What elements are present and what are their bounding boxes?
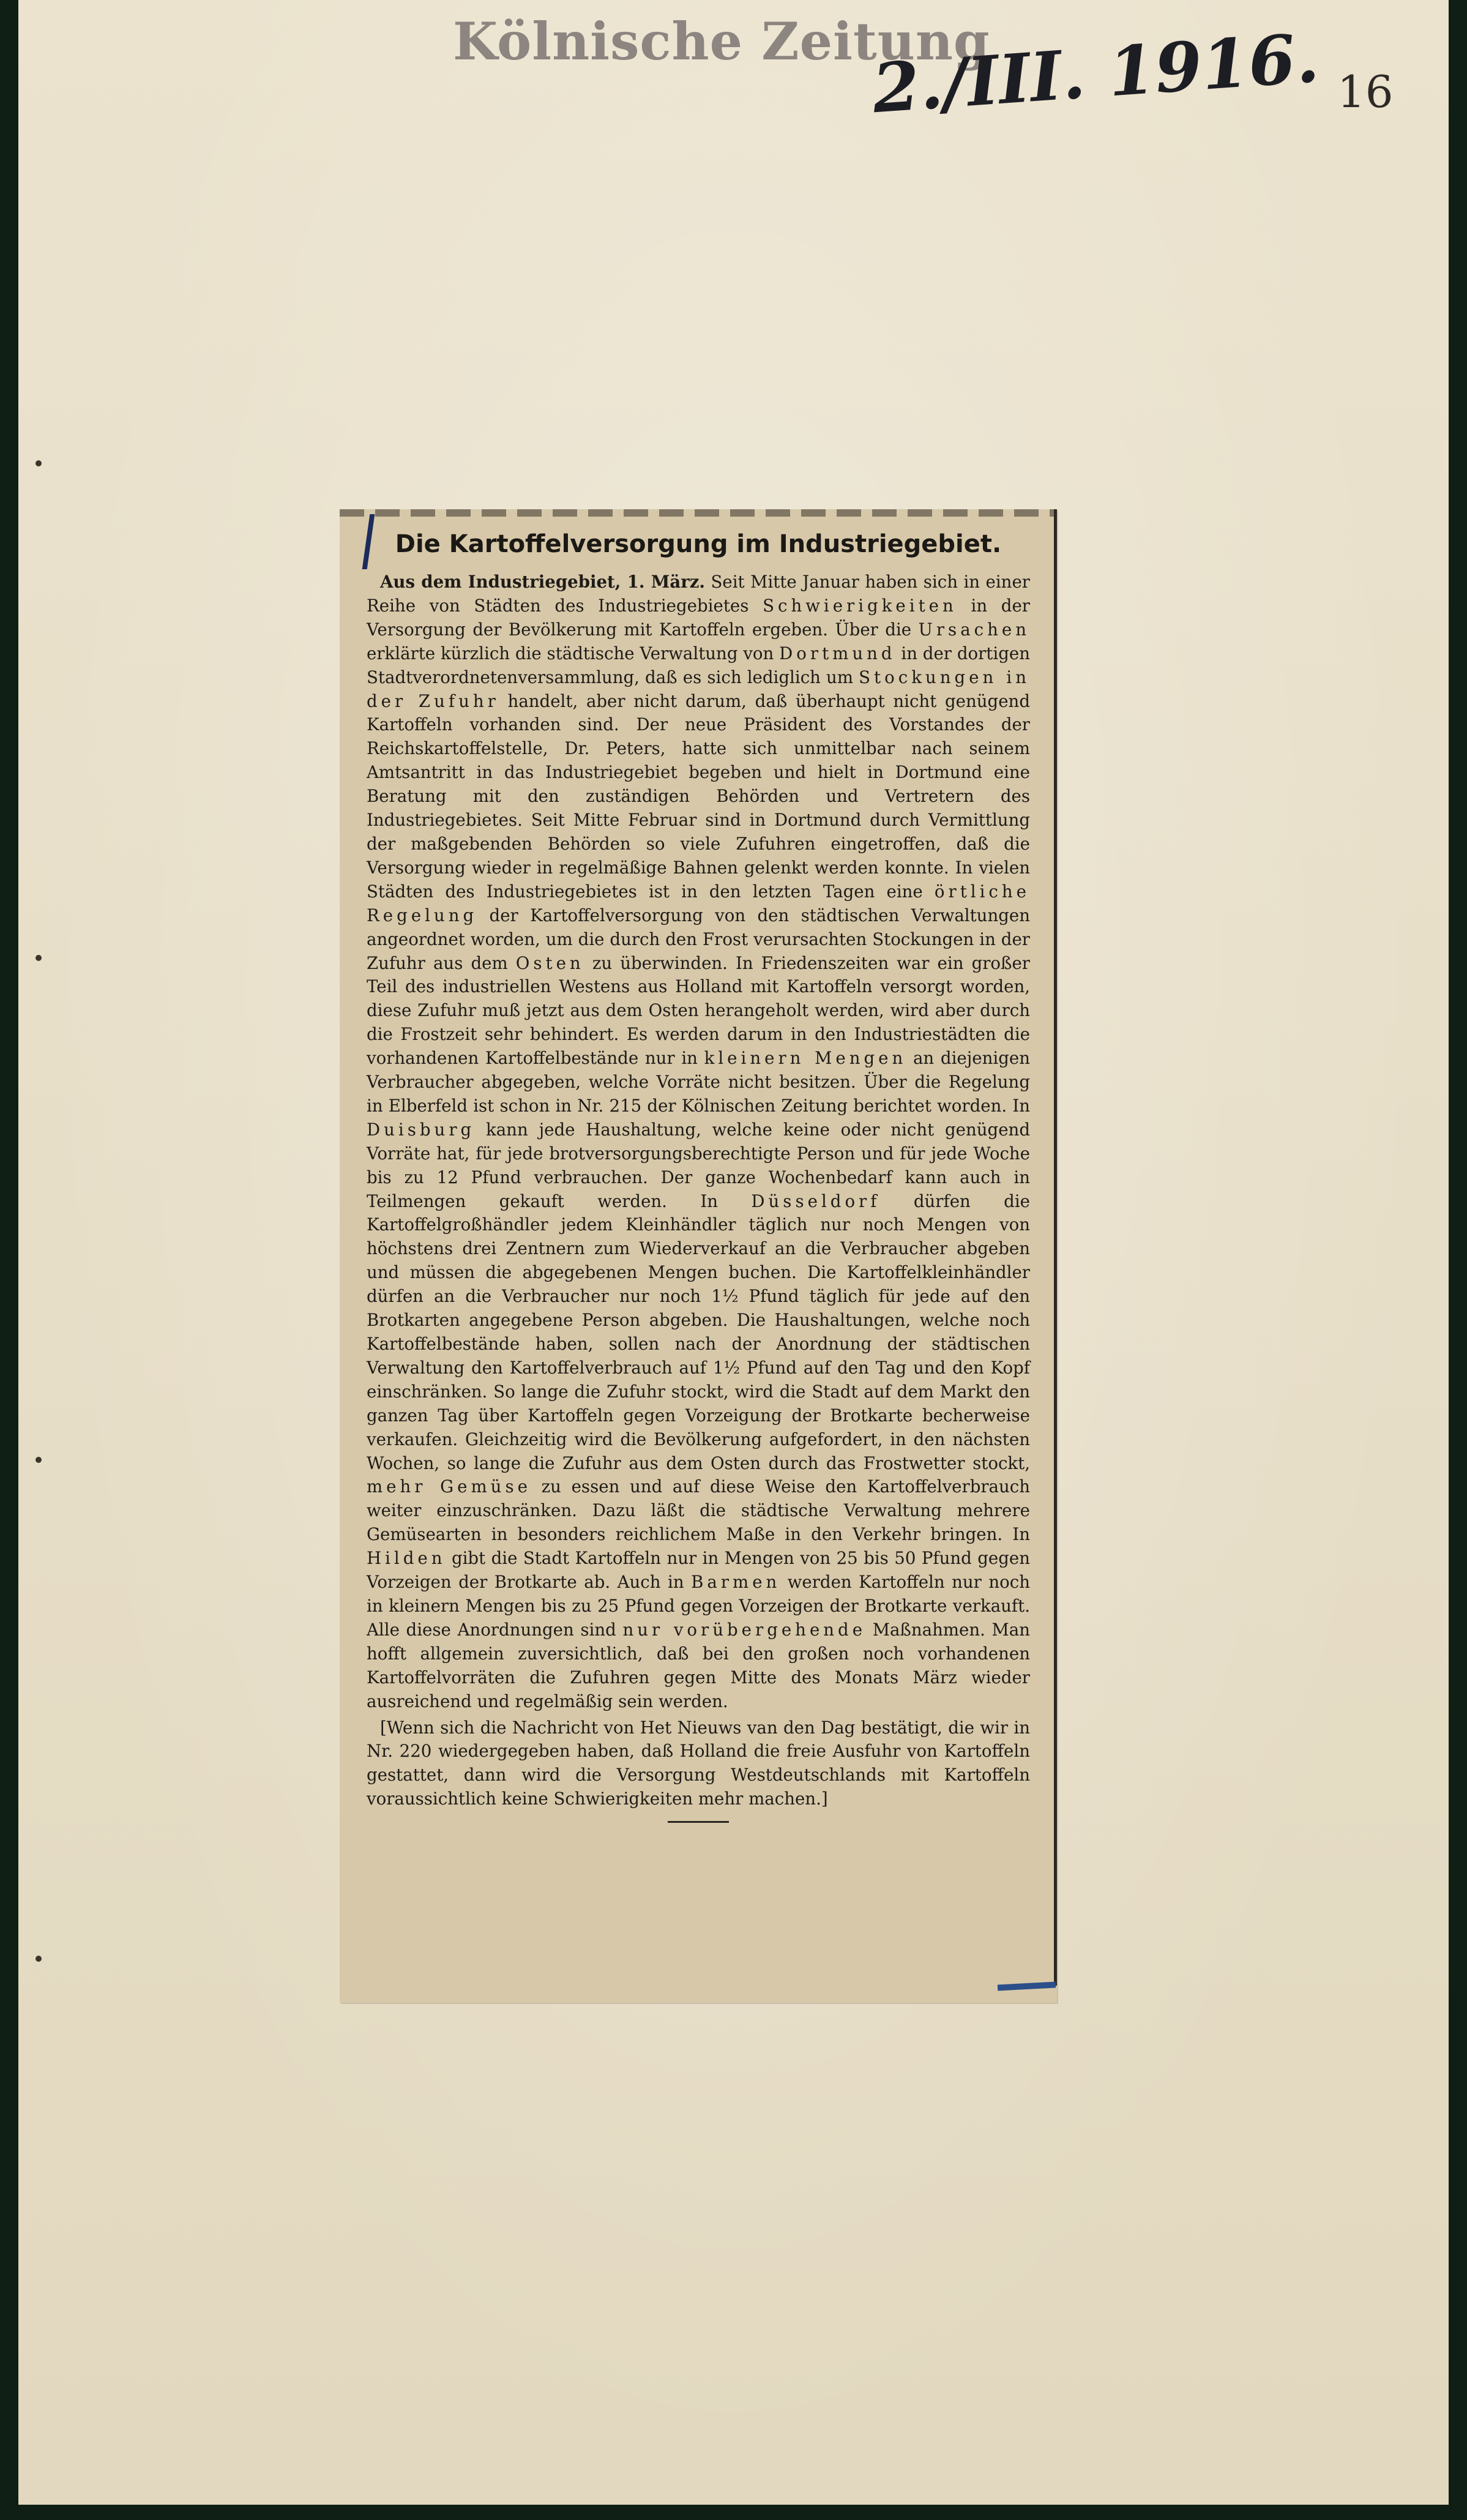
text-run: Maßnahmen. Man hofft allgemein zuversichtlich, daß bei den großen noch vorhandenen Kartoffelvorräten die Zufuhren gegen Mitte des Monats März wieder ausreichend und regelmäßig sein werden. <box>367 1619 1031 1711</box>
text-run: gibt die Stadt Kartoffeln nur in Mengen von 25 bis 50 Pfund gegen Vorzeigen der Brotkarte ab. Auch in <box>367 1548 1030 1593</box>
emphasis-run: kleinern Mengen <box>704 1048 907 1069</box>
emphasis-run: Stockungen in der Zufuhr <box>367 667 1030 711</box>
text-run: erklärte kürzlich die städtische Verwaltung von <box>367 643 774 664</box>
emphasis-run: Schwierigkeiten <box>763 595 957 616</box>
emphasis-run: Ursachen <box>918 619 1030 640</box>
end-rule <box>668 1821 729 1823</box>
text-run: zu essen und auf diese Weise den Kartoffelverbrauch weiter einzuschränken. Dazu läßt die städtische Verwaltung mehrere Gemüsearten in besonders reichlichem Maße in den Verkehr bringen. In <box>367 1476 1030 1545</box>
editorial-note: [Wenn sich die Nachricht von Het Nieuws van den Dag bestätigt, die wir in Nr. 220 wiedergegeben haben, daß Holland die freie Ausfuhr von Kartoffeln gestattet, dann wird die Versorgung Westdeutschlands mit Kartoffeln voraussichtlich keine Schwierigkeiten mehr machen.] <box>367 1717 1030 1809</box>
newspaper-stamp: Kölnische Zeitung <box>453 11 990 72</box>
page-number: 16 <box>1337 66 1394 118</box>
emphasis-run: nur vorübergehende <box>622 1619 867 1640</box>
text-run: zu überwinden. In Friedenszeiten war ein großer Teil des industriellen Westens aus Holland mit Kartoffeln versorgt worden, diese Zufuhr muß jetzt aus dem Osten herangeholt werden, wird aber durch die Frostzeit sehr behindert. Es werden darum in den Industriestädten die vorhandenen Kartoffelbestände nur in <box>367 952 1030 1069</box>
text-run: an diejenigen Verbraucher abgegeben, welche Vorräte nicht besitzen. Über die Regelung in Elberfeld ist schon in Nr. 215 der Kölnischen Zeitung berichtet worden. In <box>367 1048 1030 1116</box>
article-headline: Die Kartoffelversorgung im Industriegebiet. <box>395 530 1002 558</box>
text-run: in der Versorgung der Bevölkerung mit Kartoffeln ergeben. Über die <box>367 595 1030 640</box>
newspaper-clipping <box>340 509 1057 2003</box>
text-run: der Kartoffelversorgung von den städtischen Verwaltungen angeordnet worden, um die durch den Frost verursachten Stockungen in der Zufuhr aus dem <box>367 905 1030 973</box>
binding-hole <box>35 1457 42 1463</box>
binding-hole <box>35 955 42 961</box>
emphasis-run: Düsseldorf <box>751 1191 881 1211</box>
emphasis-run: örtliche Regelung <box>367 881 1030 925</box>
text-run: in der dortigen Stadtverordnetenversammlung, daß es sich lediglich um <box>367 643 1030 687</box>
binding-hole <box>35 1956 42 1962</box>
article-paragraph <box>367 570 1030 1714</box>
dateline: Aus dem Industriegebiet, 1. März. <box>380 572 706 592</box>
handwritten-date: 2./III. 1916. <box>870 18 1322 129</box>
text-run: dürfen die Kartoffelgroßhändler jedem Kleinhändler täglich nur noch Mengen von höchstens drei Zentnern zum Wiederverkauf an die Verbraucher abgeben und müssen die abgegebenen Mengen buchen. Die Kartoffelkleinhändler dürfen an die Verbraucher nur noch 1½ Pfund täglich für jede auf den Brotkarten angegebene Person abgeben. Die Haushaltungen, welche noch Kartoffelbestände haben, sollen nach der Anordnung der städtischen Verwaltung den Kartoffelverbrauch auf 1½ Pfund auf den Tag und den Kopf einschränken. So lange die Zufuhr stockt, wird die Stadt auf dem Markt den ganzen Tag über Kartoffeln gegen Vorzeigung der Brotkarte becherweise verkaufen. Gleichzeitig wird die Bevölkerung aufgefordert, in den nächsten Wochen, so lange die Zufuhr aus dem Osten durch das Frostwetter stockt, <box>367 1191 1030 1473</box>
text-run: kann jede Haushaltung, welche keine oder nicht genügend Vorräte hat, für jede brotversorgungsberechtigte Person und für jede Woche bis zu 12 Pfund verbrauchen. Der ganze Wochenbedarf kann auch in Teilmengen gekauft werden. In <box>367 1119 1030 1211</box>
emphasis-run: mehr Gemüse <box>367 1476 531 1497</box>
text-run: handelt, aber nicht darum, daß überhaupt nicht genügend Kartoffeln vorhanden sind. Der neue Präsident des Vorstandes der Reichskartoffelstelle, Dr. Peters, hatte sich unmittelbar nach seinem Amtsantritt in das Industriegebiet begeben und hielt in Dortmund eine Beratung mit den zuständigen Behörden und Vertretern des Industriegebietes. Seit Mitte Februar sind in Dortmund durch Vermittlung der maßgebenden Behörden so viele Zufuhren eingetroffen, daß die Versorgung wieder in regelmäßige Bahnen gelenkt werden konnte. In vielen Städten des Industriegebietes ist in den letzten Tagen eine <box>367 690 1030 902</box>
article-body <box>367 570 1030 1811</box>
cut-off-previous-headline <box>340 509 1057 517</box>
column-rule <box>1054 509 1057 1986</box>
text-run: werden Kartoffeln nur noch in kleinern Mengen bis zu 25 Pfund gegen Vorzeigen der Brotkarte verkauft. Alle diese Anordnungen sind <box>367 1572 1030 1640</box>
emphasis-run: Duisburg <box>367 1119 476 1140</box>
emphasis-run: Osten <box>515 952 584 973</box>
emphasis-run: Dortmund <box>779 643 896 664</box>
text-run: Seit Mitte Januar haben sich in einer Reihe von Städten des Industriegebietes <box>367 572 1030 616</box>
emphasis-run: Barmen <box>691 1572 781 1593</box>
emphasis-run: Hilden <box>367 1548 446 1569</box>
binding-hole <box>35 460 42 466</box>
